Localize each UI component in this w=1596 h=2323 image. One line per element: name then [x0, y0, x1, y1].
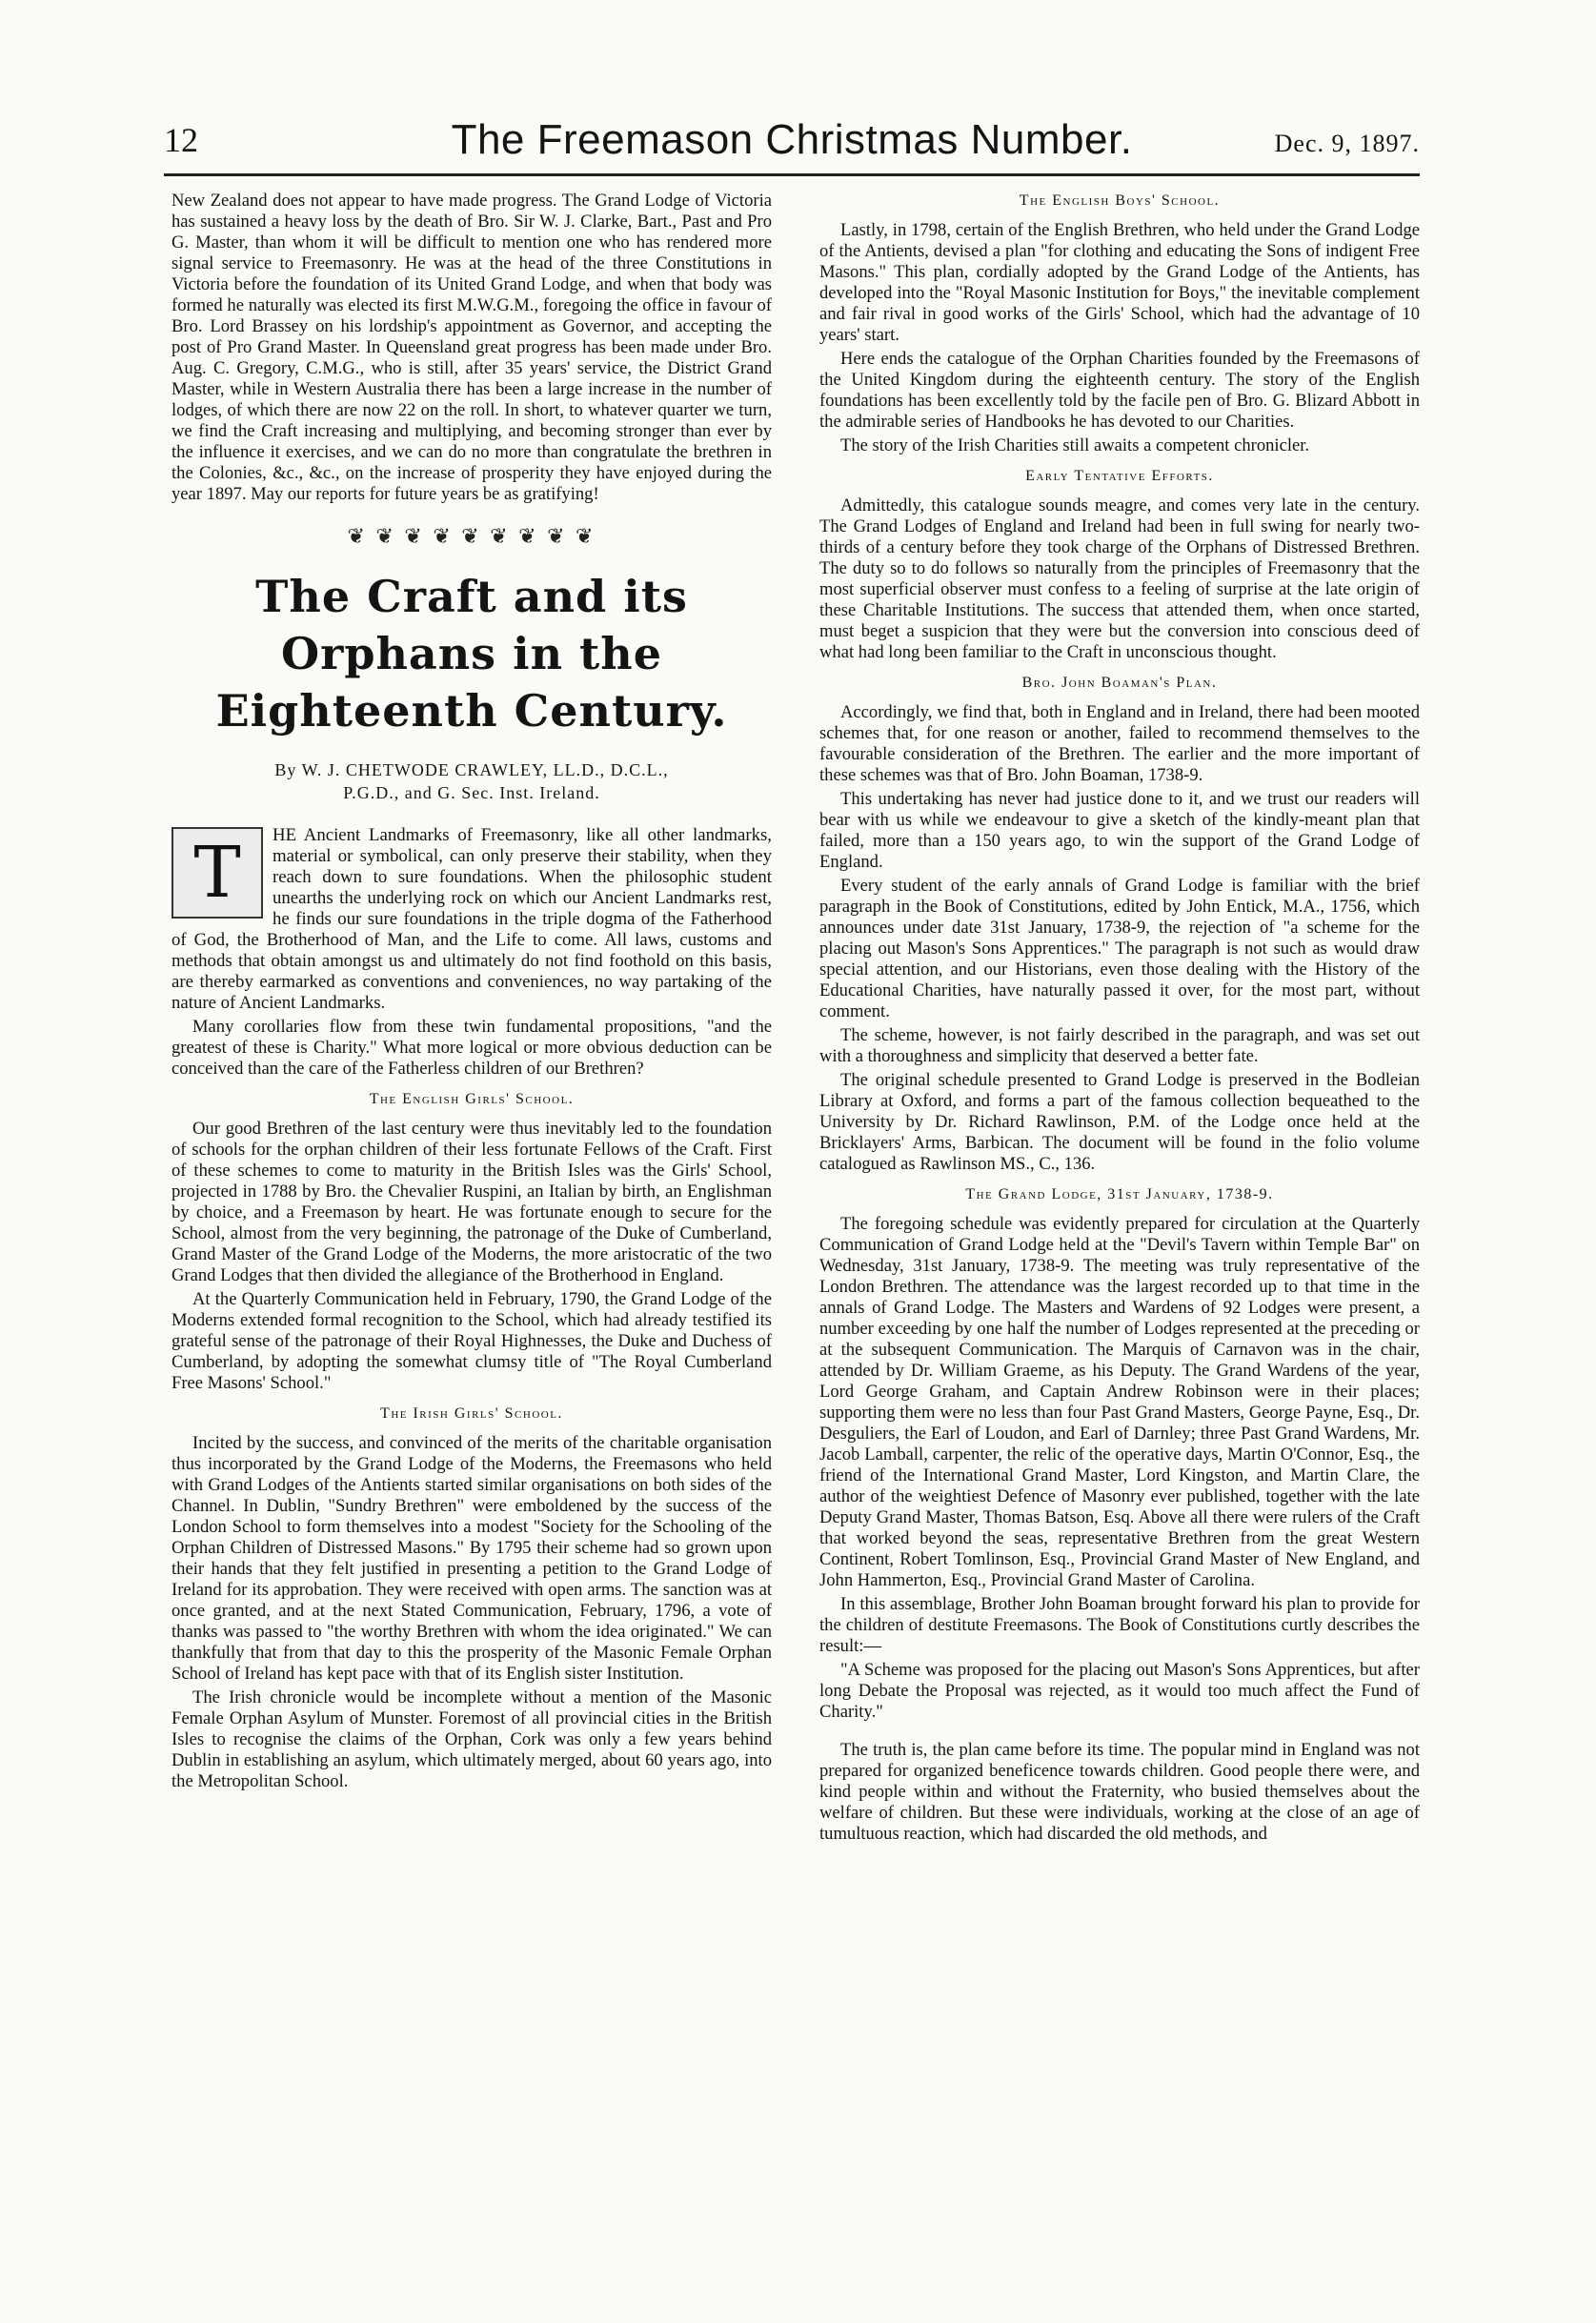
section-heading: Bro. John Boaman's Plan.	[1021, 675, 1218, 691]
ornamental-divider: ❦ ❦ ❦ ❦ ❦ ❦ ❦ ❦ ❦	[347, 524, 596, 548]
paragraph: Lastly, in 1798, certain of the English Brethren, who held under the Grand Lodge of the Antients, devised a plan "for clothing and educating the Sons of indigent Free Masons." This plan, cordially adopted by the Grand Lodge of the Antients, has developed into the "Royal Masonic Institution for Boys," the inevitable complement and fair rival in good works of the Girls' School, which had the advantage of 10 years' start.	[819, 220, 1420, 345]
left-column	[172, 191, 772, 1795]
byline	[172, 758, 772, 804]
opening-text: HE Ancient Landmarks of Freemasonry, like all other landmarks, material or symbolical, can only preserve their stability, when they reach down to sure foundations. When the philosophic student unearths the underlying rock on which our Ancient Landmarks rest, he finds our sure foundations in the triple dogma of the Fatherhood of God, the Brotherhood of Man, and the Life to come. All laws, customs and methods that obtain amongst us and ultimately do not find foothold on this basis, are thereby earmarked as conventions and conveniences, no way partaking of the nature of Ancient Landmarks.	[172, 825, 772, 1013]
paragraph: This undertaking has never had justice done to it, and we trust our readers will bear with us while we endeavour to give a sketch of the kindly-meant plan that failed, more than a 150 years ago, to win the support of the Grand Lodge of England.	[819, 789, 1420, 872]
paragraph: New Zealand does not appear to have made progress. The Grand Lodge of Victoria has sustained a heavy loss by the death of Bro. Sir W. J. Clarke, Bart., Past and Pro G. Master, than whom it will be difficult to mention one who has rendered more signal service to Freemasonry. He was at the head of the three Constitutions in Victoria before the foundation of its United Grand Lodge, and when that body was formed he naturally was elected its first M.W.G.M., foregoing the office in favour of Bro. Lord Brassey on his lordship's appointment as Governor, and accepting the post of Pro Grand Master. In Queensland great progress has been made under Bro. Aug. C. Gregory, C.M.G., who is still, after 35 years' service, the District Grand Master, while in Western Australia there has been a large increase in the number of lodges, of which there are now 22 on the roll. In short, to whatever quarter we turn, we find the Craft increasing and multiplying, and becoming stronger than ever by the influence it exercises, and we can do no more than congratulate the brethren in the Colonies, &c., &c., on the increase of prosperity they have enjoyed during the year 1897. May our reports for future years be as gratifying!	[172, 191, 772, 504]
paragraph: The story of the Irish Charities still awaits a competent chronicler.	[840, 435, 1310, 455]
paragraph: The foregoing schedule was evidently prepared for circulation at the Quarterly Communication of Grand Lodge held at the "Devil's Tavern within Temple Bar" on Wednesday, 31st January, 1738-9. The meeting was truly representative of the London Brethren. The attendance was the largest recorded up to that time in the annals of Grand Lodge. The Masters and Wardens of 92 Lodges were present, a number exceeding by one half the number of Lodges represented at the preceding or at the subsequent Communication. The Marquis of Carnavon was in the chair, attended by Dr. William Graeme, as his Deputy. The Grand Wardens of the year, Lord George Graham, and Captain Andrew Robinson were in their places; supporting them were no less than four Past Grand Masters, George Payne, Esq., Dr. Desguliers, the Earl of Loudon, and Earl of Darnley; three Past Grand Wardens, Mr. Jacob Lamball, carpenter, the relic of the operative days, Martin O'Connor, Esq., the friend of the International Grand Master, Lord Kingston, and Martin Clare, the author of the weightiest Defence of Masonry ever published, together with the late Deputy Grand Master, Thomas Batson, Esq. Above all there were rulers of the Craft that worked beyond the seas, representative Brethren from the great Western Continent, Robert Tomlinson, Esq., Provincial Grand Master of New England, and John Hammerton, Esq., Provincial Grand Master of Carolina.	[819, 1214, 1420, 1590]
section-heading: Early Tentative Efforts.	[1025, 468, 1214, 484]
paragraph: Incited by the success, and convinced of the merits of the charitable organisation thus incorporated by the Grand Lodge of the Moderns, the Freemasons who held with Grand Lodges of the Antients started similar organisations on both sides of the Channel. In Dublin, "Sundry Brethren" were emboldened by the success of the London School to form themselves into a modest "Society for the Schooling of the Orphan Children of Distressed Masons." By 1795 their scheme had so grown upon their hands that they felt justified in presenting a petition to the Grand Lodge of Ireland for its approbation. They were received with open arms. The sanction was at once granted, and at the next Stated Communication, February, 1796, a vote of thanks was passed to "the worthy Brethren with whom the idea originated." We can thankfully that from that day to this the prosperity of the Masonic Female Orphan School of Ireland has kept pace with that of its English sister Institution.	[172, 1433, 772, 1684]
section-heading: The Grand Lodge, 31st January, 1738-9.	[965, 1186, 1274, 1202]
byline-author: By W. J. CHETWODE CRAWLEY, LL.D., D.C.L.,	[274, 760, 669, 779]
paragraph: Accordingly, we find that, both in England and in Ireland, there had been mooted schemes that, for one reason or another, failed to recommend themselves to the favourable consideration of the Brethren. The earlier and the more important of these schemes was that of Bro. John Boaman, 1738-9.	[819, 702, 1420, 785]
right-column	[819, 191, 1420, 1848]
paragraph: The scheme, however, is not fairly described in the paragraph, and was set out with a thoroughness and simplicity that deserved a better fate.	[819, 1025, 1420, 1066]
paragraph: Here ends the catalogue of the Orphan Charities founded by the Freemasons of the United Kingdom during the eighteenth century. The story of the English foundations has been excellently told by the facile pen of Bro. G. Blizard Abbott in the admirable series of Handbooks he has devoted to our Charities.	[819, 349, 1420, 432]
page-header	[164, 116, 1420, 176]
article-title: The Craft and its Orphans in the Eighteenth Century.	[215, 571, 728, 737]
paragraph: The Irish chronicle would be incomplete without a mention of the Masonic Female Orphan Asylum of Munster. Foremost of all provincial cities in the British Isles to recognise the claims of the Orphan, Cork was only a few years behind Dublin in establishing an asylum, which ultimately merged, about 60 years ago, into the Metropolitan School.	[172, 1687, 772, 1791]
paragraph: Every student of the early annals of Grand Lodge is familiar with the brief paragraph in the Book of Constitutions, edited by John Entick, M.A., 1756, which announces under date 31st January, 1738-9, the rejection of "a scheme for the placing out Mason's Sons Apprentices." The paragraph is not such as would draw special attention, and our Historians, even those dealing with the History of the Educational Charities, have naturally passed it over, for the most part, without comment.	[819, 876, 1420, 1021]
section-heading: The Irish Girls' School.	[380, 1405, 563, 1422]
paragraph: The original schedule presented to Grand Lodge is preserved in the Bodleian Library at Oxford, and forms a part of the famous collection bequeathed to the University by Dr. Richard Rawlinson, P.M. of the Lodge once held at the Bricklayers' Arms, Barbican. The document will be found in the folio volume catalogued as Rawlinson MS., C., 136.	[819, 1070, 1420, 1174]
block-quote: "A Scheme was proposed for the placing out Mason's Sons Apprentices, but after long Debate the Proposal was rejected, as it would too much affect the Fund of Charity."	[819, 1660, 1420, 1722]
paragraph: The truth is, the plan came before its time. The popular mind in England was not prepared for organized beneficence towards children. Good people there were, and kind people within and without the Fraternity, who busied themselves about the welfare of children. But these were individuals, working at the close of an age of tumultuous reaction, which had discarded the old methods, and	[819, 1740, 1420, 1844]
section-heading: The English Girls' School.	[369, 1091, 575, 1107]
page-number: 12	[164, 121, 198, 159]
paragraph: Many corollaries flow from these twin fundamental propositions, "and the greatest of these is Charity." What more logical or more obvious deduction can be conceived than the care of the Fatherless children of our Brethren?	[172, 1017, 772, 1079]
dropcap: T	[172, 827, 263, 919]
paragraph: At the Quarterly Communication held in February, 1790, the Grand Lodge of the Moderns extended formal recognition to the School, which had already testified its grateful sense of the patronage of their Royal Highnesses, the Duke and Duchess of Cumberland, by adopting the somewhat clumsy title of "The Royal Cumberland Free Masons' School."	[172, 1289, 772, 1393]
byline-credentials: P.G.D., and G. Sec. Inst. Ireland.	[343, 783, 600, 802]
paragraph: Admittedly, this catalogue sounds meagre, and comes very late in the century. The Grand Lodges of England and Ireland had been in full swing for nearly two-thirds of a century before they took charge of the Orphans of Distressed Brethren. The duty so to do follows so naturally from the principles of Freemasonry that the most superficial observer must confess to a feeling of surprise at the late origin of these Charitable Institutions. The success that attended them, when once started, must beget a suspicion that they were but the conversion into conscious deed of what had long been familiar to the Craft in unconscious thought.	[819, 495, 1420, 662]
section-heading: The English Boys' School.	[1019, 192, 1221, 209]
paragraph: In this assemblage, Brother John Boaman brought forward his plan to provide for the children of destitute Freemasons. The Book of Constitutions curtly describes the result:—	[819, 1594, 1420, 1656]
opening-paragraph	[172, 825, 772, 1014]
masthead-title: The Freemason Christmas Number.	[451, 116, 1133, 163]
issue-date: Dec. 9, 1897.	[1274, 130, 1420, 157]
paragraph: Our good Brethren of the last century were thus inevitably led to the foundation of schools for the orphan children of their less fortunate Fellows of the Craft. First of these schemes to come to maturity in the British Isles was the Girls' School, projected in 1788 by Bro. the Chevalier Ruspini, an Italian by birth, an Englishman by choice, and a Freemason by heart. He was fortunate enough to secure for the School, almost from the very beginning, the patronage of the Duke of Cumberland, Grand Master of the Grand Lodge of the Moderns, the more aristocratic of the two Grand Lodges that then divided the allegiance of the Brotherhood in England.	[172, 1119, 772, 1285]
